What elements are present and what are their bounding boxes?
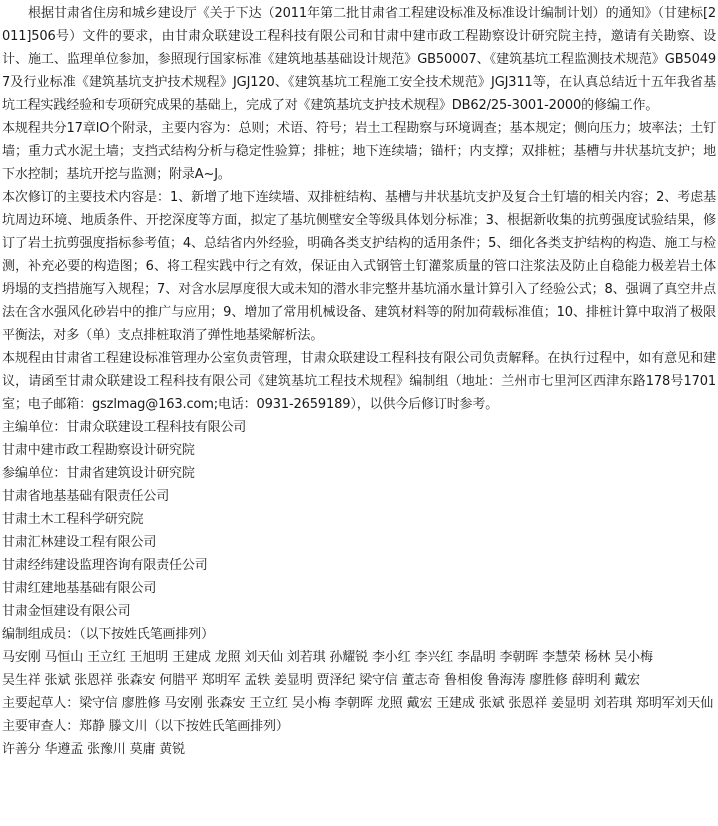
members-list: 马安刚 马恒山 王立红 王旭明 王建成 龙照 刘天仙 刘若琪 孙耀锐 李小红 李兴红 李晶明 李朝晖 李慧荣 杨林 吴小梅 [2,650,653,665]
chief-editor-unit-second: 甘肃中建市政工程勘察设计研究院 [2,443,195,458]
reviewers-list: 许善分 华遵孟 张豫川 莫庸 黄锐 [2,742,185,757]
chapters-paragraph: 本规程共分17章lO个附录，主要内容为：总则；术语、符号；岩土工程勘察与环境调查；基本规定；侧向压力；坡率法；土钉墙；重力式水泥土墙；支挡式结构分析与稳定性验算；排桩；地下连续墙；锚杆；内支撑；双排桩；基槽与井状基坑支护；地下水控制；基坑开挖与监测；附录A~J。 [2,121,716,182]
drafters-list: 主要起草人：梁守信 廖胜修 马安刚 张森安 王立红 吴小梅 李朝晖 龙照 戴宏 王建成 张斌 张恩祥 姜显明 刘若琪 郑明军刘天仙 [2,696,714,711]
members-label: 编制组成员：（以下按姓氏笔画排列） [2,627,214,642]
participating-unit: 甘肃经纬建设监理咨询有限责任公司 [2,558,208,573]
participating-unit: 甘肃汇林建设工程有限公司 [2,535,157,550]
participating-unit: 甘肃土木工程科学研究院 [2,512,144,527]
members-list: 吴生祥 张斌 张恩祥 张森安 何腊平 郑明军 孟轶 姜显明 贾泽纪 梁守信 董志奇 鲁相俊 鲁海涛 廖胜修 薛明利 戴宏 [2,673,640,688]
participating-unit: 甘肃省地基基础有限责任公司 [2,489,170,504]
chief-editor-unit: 主编单位：甘肃众联建设工程科技有限公司 [2,420,247,435]
management-paragraph: 本规程由甘肃省工程建设标准管理办公室负责管理，甘肃众联建设工程科技有限公司负责解释。在执行过程中，如有意见和建议，请函至甘肃众联建设工程科技有限公司《建筑基坑工程技术规程》编制组（地址：兰州市七里河区西津东路178号1701室；电子邮箱：gszlmag@163.com;电话：0931-2659189），以供今后修订时参考。 [2,351,716,412]
intro-paragraph: 根据甘肃省住房和城乡建设厅《关于下达（2011年第二批甘肃省工程建设标准及标准设计编制计划）的通知》（甘建标[2011]506号）文件的要求，由甘肃众联建设工程科技有限公司和甘肃中建市政工程勘察设计研究院主持，邀请有关勘察、设计、施工、监理单位参加，参照现行国家标准《建筑地基基础设计规范》GB50007、《建筑基坑工程监测技术规范》GB50497及行业标准《建筑基坑支护技术规程》JGJ120、《建筑基坑工程施工安全技术规范》JGJ311等，在认真总结近十五年我省基坑工程实践经验和专项研究成果的基础上，完成了对《建筑基坑支护技术规程》DB62/25-3001-2000的修编工作。 [2,6,716,113]
participating-unit-label: 参编单位：甘肃省建筑设计研究院 [2,466,195,481]
revisions-paragraph: 本次修订的主要技术内容是：1、新增了地下连续墙、双排桩结构、基槽与井状基坑支护及复合土钉墙的相关内容；2、考虑基坑周边环境、地质条件、开挖深度等方面，拟定了基坑侧壁安全等级具体划分标准；3、根据新收集的抗剪强度试验结果，修订了岩土抗剪强度指标参考值；4、总结省内外经验，明确各类支护结构的适用条件；5、细化各类支护结构的构造、施工与检测，补充必要的构造图；6、将工程实践中行之有效，保证由入式钢管土钉灌浆质量的管口注浆法及防止自稳能力极差岩土体坍塌的支挡措施写入规程；7、对含水层厚度很大或未知的潜水非完整井基坑涌水量计算引入了经验公式；8、强调了真空井点法在含水强风化砂岩中的推广与应用；9、增加了常用机械设备、建筑材料等的附加荷载标准值；10、排桩计算中取消了极限平衡法，对多（单）支点排桩取消了弹性地基梁解析法。 [2,190,716,343]
participating-unit: 甘肃红建地基基础有限公司 [2,581,157,596]
reviewers-label: 主要审查人：郑静 滕文川（以下按姓氏笔画排列） [2,719,289,734]
participating-unit: 甘肃金恒建设有限公司 [2,604,131,619]
